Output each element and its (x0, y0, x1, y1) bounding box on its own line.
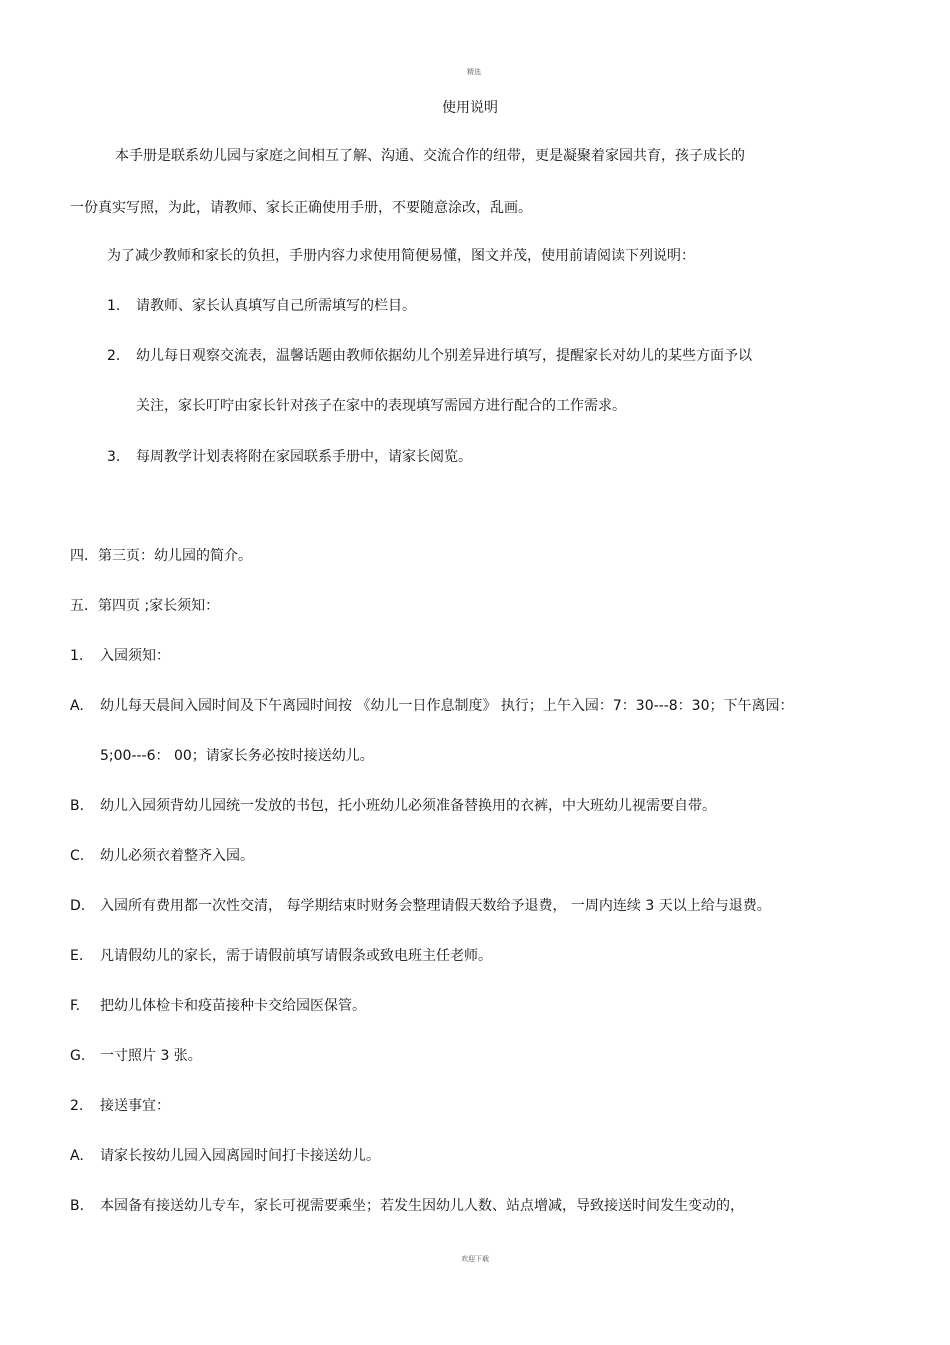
rule-text: 幼儿每天晨间入园时间及下午离园时间按 《幼儿一日作息制度》 执行；上午入园：7：30---8：30；下午离园： (100, 698, 794, 714)
usage-item-text: 请教师、家长认真填写自己所需填写的栏目。 (136, 298, 416, 314)
usage-item-num: 1. (107, 298, 121, 314)
rule-letter: A. (70, 1148, 84, 1164)
usage-item-text: 幼儿每日观察交流表，温馨话题由教师依据幼儿个别差异进行填写，提醒家长对幼儿的某些方面予以 (136, 348, 752, 364)
intro-line-2: 一份真实写照，为此，请教师、家长正确使用手册，不要随意涂改，乱画。 (70, 200, 532, 216)
page-title: 使用说明 (442, 100, 498, 116)
header-mark: 精选 (467, 68, 481, 76)
rule-letter: A. (70, 698, 84, 714)
intro-line-3: 为了减少教师和家长的负担，手册内容力求使用简便易懂，图文并茂，使用前请阅读下列说明： (107, 248, 695, 264)
rule-letter: G. (70, 1048, 86, 1064)
rule-continuation: 5;00---6： 00；请家长务必按时接送幼儿。 (100, 748, 374, 764)
subsection-num: 2. (70, 1098, 84, 1114)
rule-letter: D. (70, 898, 86, 914)
rule-text: 幼儿入园须背幼儿园统一发放的书包，托小班幼儿必须准备替换用的衣裤，中大班幼儿视需要自带。 (100, 798, 716, 814)
usage-item-continuation: 关注，家长叮咛由家长针对孩子在家中的表现填写需园方进行配合的工作需求。 (136, 398, 626, 414)
section-five: 五．第四页 ;家长须知： (70, 598, 220, 614)
rule-text: 本园备有接送幼儿专车，家长可视需要乘坐；若发生因幼儿人数、站点增减，导致接送时间发生变动的， (100, 1198, 744, 1214)
section-four: 四．第三页：幼儿园的简介。 (70, 548, 252, 564)
rule-text: 幼儿必须衣着整齐入园。 (100, 848, 254, 864)
rule-letter: F. (70, 998, 81, 1014)
usage-item-num: 2. (107, 348, 121, 364)
rule-text: 把幼儿体检卡和疫苗接种卡交给园医保管。 (100, 998, 366, 1014)
rule-letter: B. (70, 1198, 85, 1214)
rule-letter: C. (70, 848, 85, 864)
rule-text: 入园所有费用都一次性交清， 每学期结束时财务会整理请假天数给予退费， 一周内连续 3 天以上给与退费。 (100, 898, 771, 914)
subsection-num: 1. (70, 648, 84, 664)
rule-text: 一寸照片 3 张。 (100, 1048, 202, 1064)
subsection-title: 接送事宜： (100, 1098, 170, 1114)
rule-letter: E. (70, 948, 84, 964)
footer-mark: 欢迎下载 (461, 1255, 489, 1263)
rule-letter: B. (70, 798, 85, 814)
intro-line-1: 本手册是联系幼儿园与家庭之间相互了解、沟通、交流合作的纽带，更是凝聚着家园共育，孩子成长的 (115, 148, 745, 164)
subsection-title: 入园须知： (100, 648, 170, 664)
usage-item-text: 每周教学计划表将附在家园联系手册中，请家长阅览。 (136, 449, 472, 465)
usage-item-num: 3. (107, 449, 121, 465)
rule-text: 请家长按幼儿园入园离园时间打卡接送幼儿。 (100, 1148, 380, 1164)
rule-text: 凡请假幼儿的家长，需于请假前填写请假条或致电班主任老师。 (100, 948, 492, 964)
